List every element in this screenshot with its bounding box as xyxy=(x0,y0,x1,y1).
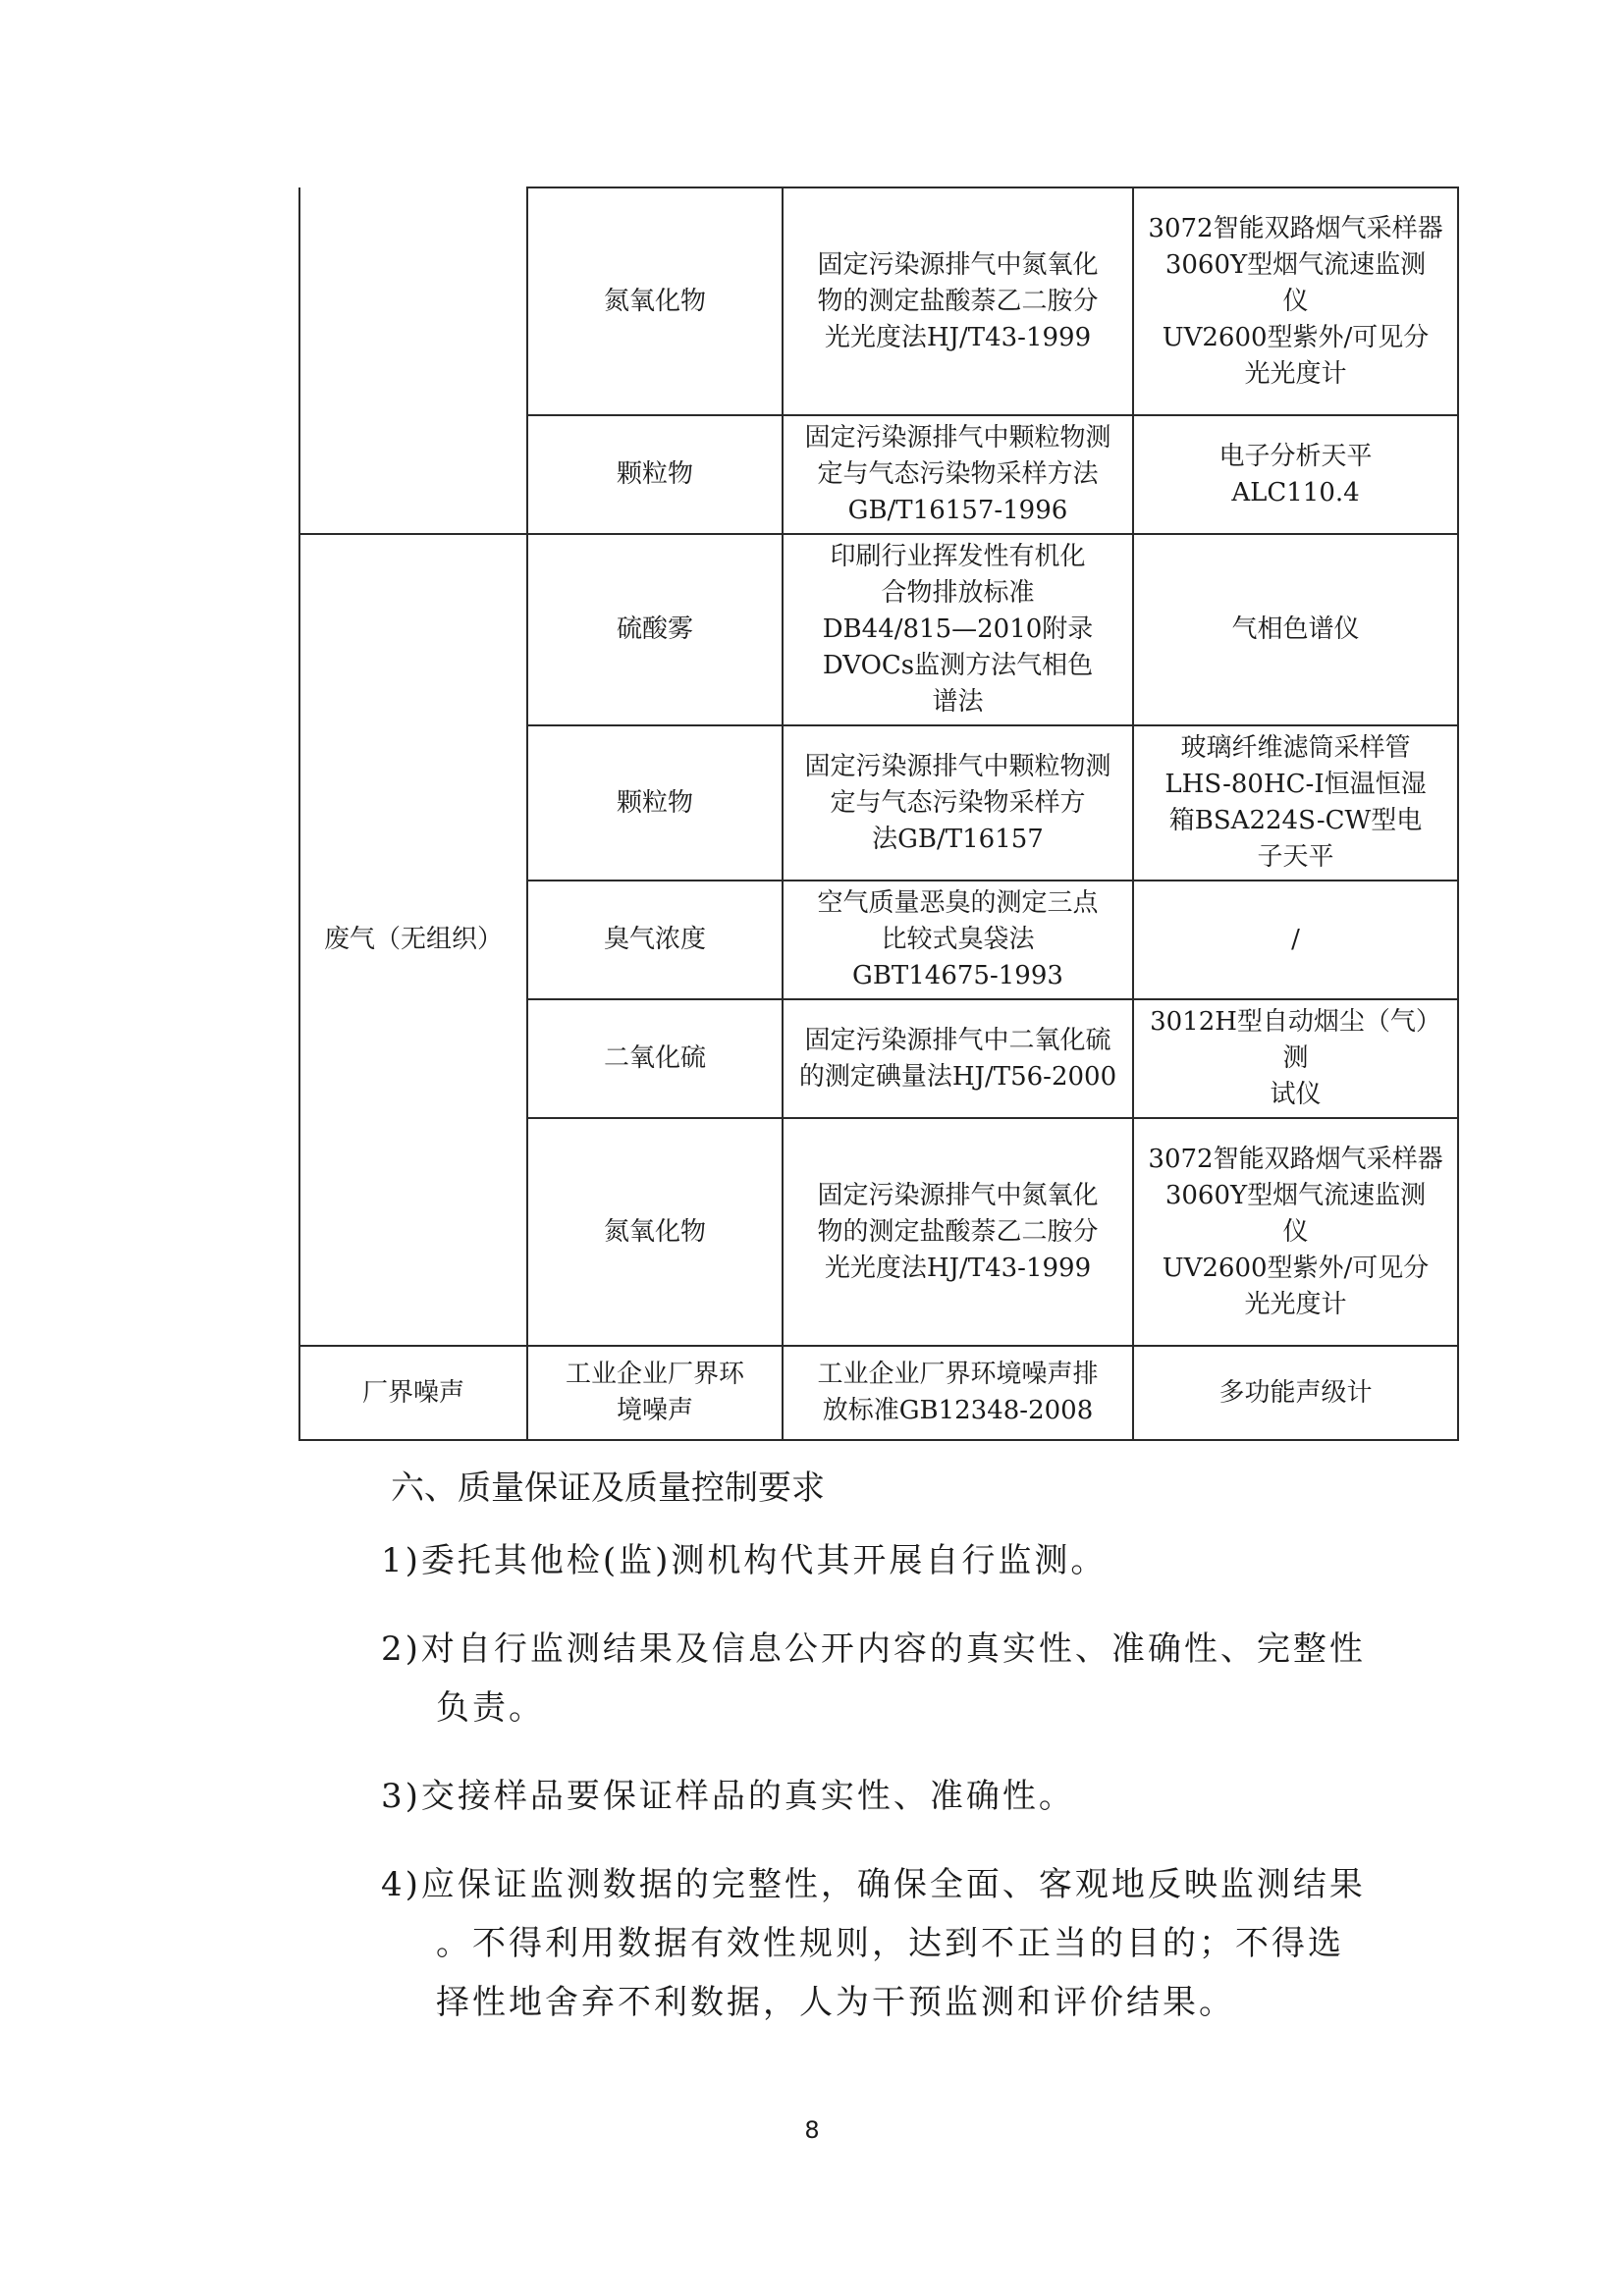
list-item xyxy=(381,1767,1441,1826)
section-heading: 六、质量保证及质量控制要求 xyxy=(391,1468,825,1508)
equipment-cell: 气相色谱仪 xyxy=(1133,534,1458,725)
method-cell: 工业企业厂界环境噪声排 放标准GB12348-2008 xyxy=(783,1346,1133,1440)
category-cell: 厂界噪声 xyxy=(299,1346,527,1440)
method-cell: 固定污染源排气中颗粒物测 定与气态污染物采样方 法GB/T16157 xyxy=(783,725,1133,881)
list-item-text: 1)委托其他检(监)测机构代其开展自行监测。 xyxy=(381,1541,1108,1580)
equipment-cell: 3072智能双路烟气采样器 3060Y型烟气流速监测 仪 UV2600型紫外/可见分 光光度计 xyxy=(1133,1118,1458,1346)
method-cell: 空气质量恶臭的测定三点 比较式臭袋法 GBT14675-1993 xyxy=(783,881,1133,999)
monitoring-methods-table xyxy=(298,187,1459,1441)
method-cell: 固定污染源排气中颗粒物测 定与气态污染物采样方法 GB/T16157-1996 xyxy=(783,415,1133,534)
requirements-list xyxy=(381,1531,1441,2061)
item-cell: 二氧化硫 xyxy=(527,999,783,1118)
equipment-cell: 3012H型自动烟尘（气）测 试仪 xyxy=(1133,999,1458,1118)
item-cell: 颗粒物 xyxy=(527,415,783,534)
method-cell: 固定污染源排气中氮氧化 物的测定盐酸萘乙二胺分 光光度法HJ/T43-1999 xyxy=(783,1118,1133,1346)
item-cell: 颗粒物 xyxy=(527,725,783,881)
list-item xyxy=(381,1620,1441,1737)
list-item-continuation: 负责。 xyxy=(436,1688,545,1728)
equipment-cell: 电子分析天平 ALC110.4 xyxy=(1133,415,1458,534)
equipment-cell: / xyxy=(1133,881,1458,999)
list-item-text: 4)应保证监测数据的完整性，确保全面、客观地反映监测结果 xyxy=(381,1865,1366,1904)
method-cell: 固定污染源排气中二氧化硫 的测定碘量法HJ/T56-2000 xyxy=(783,999,1133,1118)
page-number: 8 xyxy=(804,2116,820,2144)
category-cell: 废气（无组织） xyxy=(299,534,527,1346)
item-cell: 工业企业厂界环 境噪声 xyxy=(527,1346,783,1440)
list-item xyxy=(381,1531,1441,1590)
list-item-text: 3)交接样品要保证样品的真实性、准确性。 xyxy=(381,1777,1075,1816)
table-row xyxy=(299,534,1458,725)
item-cell: 硫酸雾 xyxy=(527,534,783,725)
table-row xyxy=(299,187,1458,415)
equipment-cell: 玻璃纤维滤筒采样管 LHS-80HC-I恒温恒湿 箱BSA224S-CW型电 子天平 xyxy=(1133,725,1458,881)
method-cell: 固定污染源排气中氮氧化 物的测定盐酸萘乙二胺分 光光度法HJ/T43-1999 xyxy=(783,187,1133,415)
equipment-cell: 3072智能双路烟气采样器 3060Y型烟气流速监测 仪 UV2600型紫外/可见分 光光度计 xyxy=(1133,187,1458,415)
item-cell: 臭气浓度 xyxy=(527,881,783,999)
method-cell: 印刷行业挥发性有机化 合物排放标准 DB44/815—2010附录 DVOCs监测方法气相色 谱法 xyxy=(783,534,1133,725)
equipment-cell: 多功能声级计 xyxy=(1133,1346,1458,1440)
list-item xyxy=(381,1855,1441,2032)
table-row xyxy=(299,1346,1458,1440)
item-cell: 氮氧化物 xyxy=(527,1118,783,1346)
category-cell xyxy=(299,187,527,534)
list-item-text: 2)对自行监测结果及信息公开内容的真实性、准确性、完整性 xyxy=(381,1629,1366,1669)
item-cell: 氮氧化物 xyxy=(527,187,783,415)
list-item-continuation: 。不得利用数据有效性规则，达到不正当的目的；不得选 择性地舍弃不利数据，人为干预监测和评价结果。 xyxy=(436,1924,1344,2022)
